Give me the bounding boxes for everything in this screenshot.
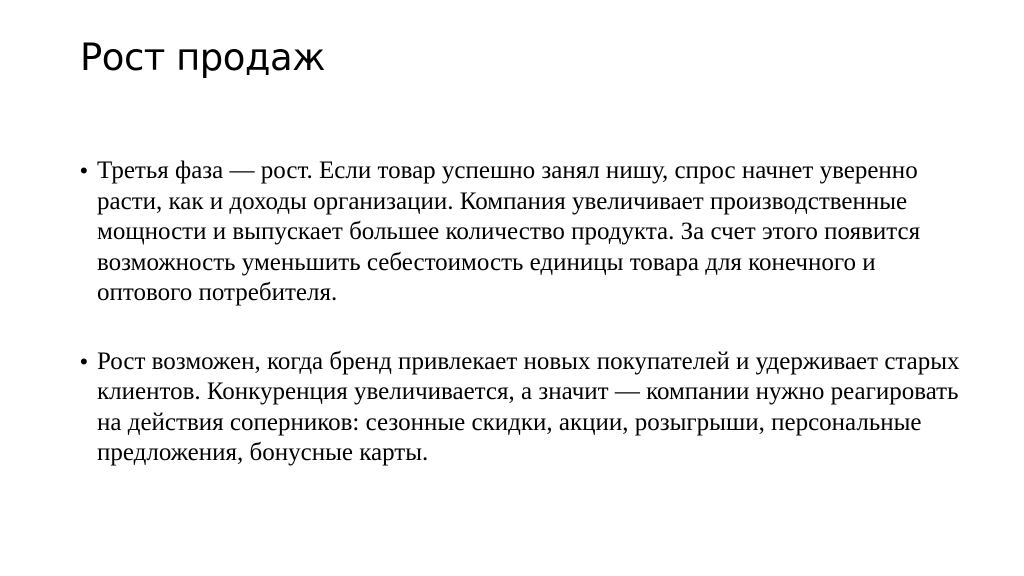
bullet-item-growth-phase — [80, 156, 960, 309]
bullet-text: Третья фаза — рост. Если товар успешно занял нишу, спрос начнет уверенно расти, как и доходы организации. Компания увеличивает производственные мощности и выпускает большее количество продукта. За счет этого появится возможность уменьшить себестоимость единицы товара для конечного и оптового потребителя. — [97, 157, 921, 306]
bullet-list — [80, 156, 960, 507]
slide-title: Рост продаж — [80, 36, 326, 79]
bullet-item-competition — [80, 347, 960, 469]
bullet-dot-icon: • — [80, 348, 88, 374]
bullet-dot-icon: • — [80, 158, 88, 183]
bullet-text: Рост возможен, когда бренд привлекает новых покупателей и удерживает старых клиентов. Конкуренция увеличивается, а значит — компании нужно реагировать на действия соперников: сезонные скидки, акции, розыгрыши, персональные предложения, бонусные карты. — [97, 347, 960, 466]
